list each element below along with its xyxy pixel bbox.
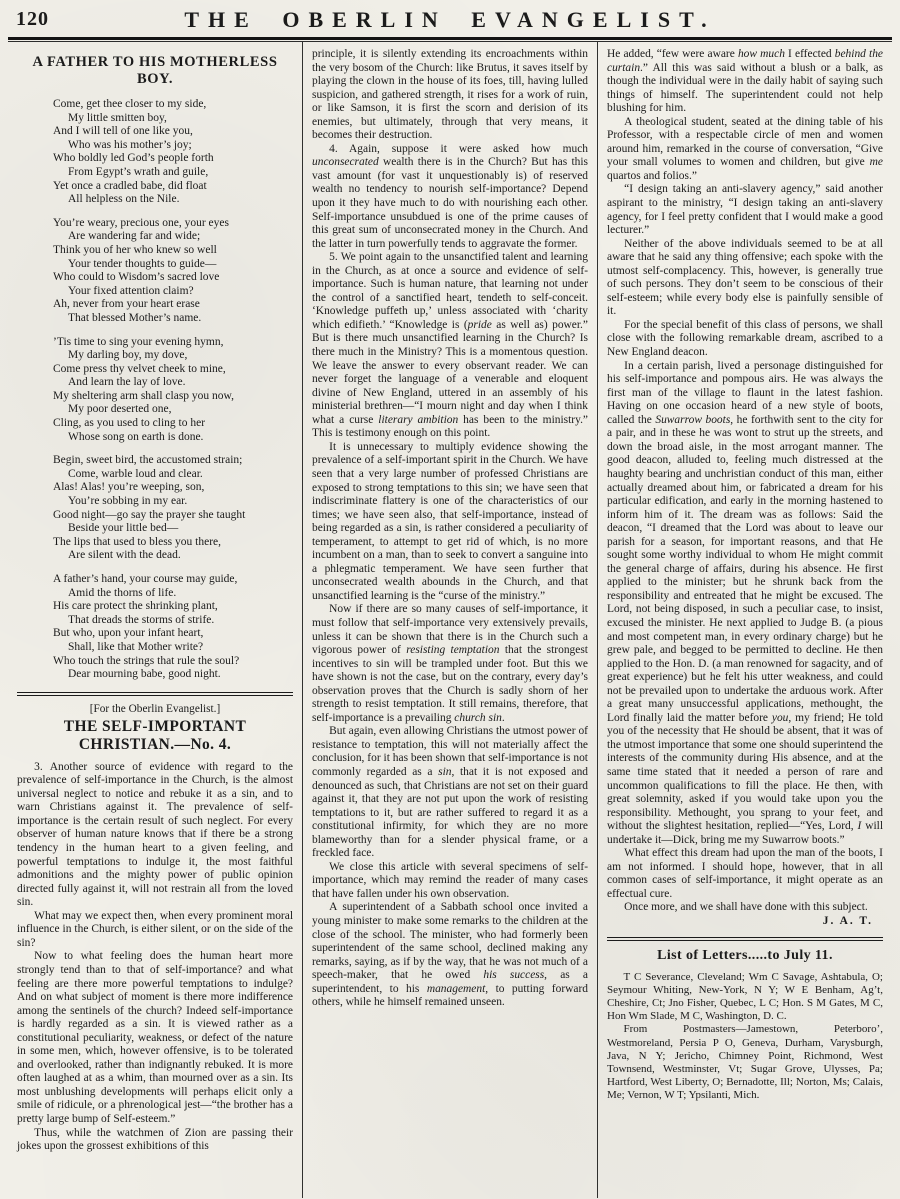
article-title: THE SELF-IMPORTANT CHRISTIAN.—No. 4. [63,717,247,753]
poem-line: Come, get thee closer to my side, [53,98,207,110]
poem-line: Good night—go say the prayer she taught [53,508,246,521]
poem-line: Are wandering far and wide; [68,230,201,243]
poem-line: And learn the lay of love. [68,376,186,389]
paragraph: Neither of the above individuals seemed to be at all aware that he said any thing offensive; each spoke with the utmost self-complacency. This, however, is generally true of such persons. They don’t seem to be conscious of their self-esteem; while every body else is painfully sensible of it. [607,237,883,318]
column-2 [302,42,597,1198]
poem-line: That blessed Mother’s name. [68,311,202,324]
poem-line: A father’s hand, your course may guide, [53,573,238,585]
poem-line: His care protect the shrinking plant, [53,600,218,613]
poem-line: Are silent with the dead. [68,549,181,562]
poem-line: Amid the thorns of life. [68,586,177,599]
poem-line: Yet once a cradled babe, did float [53,179,207,192]
closing-text: Once more, and we shall have done with this subject. [624,901,868,914]
paragraph: What effect this dream had upon the man of the boots, I am not informed. I should hope, however, that in all common cases of self-importance, it might operate as an effectual cure. [607,847,883,900]
paragraph: Now if there are so many causes of self-importance, it must follow that self-importance very extensively prevails, unless it can be shown that there is in the Church such a vigorous power of resisting temptation that the strongest incentives to sin will be trampled under foot. But this we have shown is not the case, but on the contrary, every day’s observation proves that the Church is sadly shorn of her strength to resist temptation. It still remains, therefore, that self-importance is a prevailing church sin. [312,603,588,724]
poem-line: But who, upon your infant heart, [53,627,204,640]
poem-line: Who touch the strings that rule the soul? [53,654,240,667]
closing-paragraph [607,901,883,928]
paragraph: For the special benefit of this class of persons, we shall close with the following remarkable dream, ascribed to a New England deacon. [607,318,883,359]
letters-paragraph: T C Severance, Cleveland; Wm C Savage, Ashtabula, O; Seymour Whiting, New-York, N Y; W E Benham, Ag’t, Cheshire, Ct; Jno Fisher, Quebec, L C; Hon. S M Gates, M C, Hon Wm Slade, M C, Washington, D. C. [607,970,883,1023]
page-number: 120 [16,8,49,30]
paragraph: A superintendent of a Sabbath school once invited a young minister to make some remarks to the children at the close of the school. The minister, who had formerly been superintendent of the same school, declined making any remarks, saying, as if by the way, that he was not much of a speech-maker, that he owed his success, as a superintendent, to his management, to putting forward others, while he himself remained unseen. [312,901,588,1009]
signature: J. A. T. [822,915,873,927]
poem-line: Ah, never from your heart erase [53,298,200,311]
poem-stanza [53,573,293,682]
paragraph: We close this article with several specimens of self-importance, which may remind the reader of many cases that have fallen under his own observation. [312,860,588,900]
paragraph: A theological student, seated at the dining table of his Professor, with a respectable circle of men and women around him, remarked in the course of conversation, “Give your small volumes to women and children, but give me quartos and folios.” [607,115,883,182]
poem-stanza [53,217,293,326]
paragraph: What may we expect then, when every prominent moral influence in the Church, is either silent, or on the side of the sin? [17,909,293,949]
letters-list [607,971,883,1103]
poem-line: My sheltering arm shall clasp you now, [53,389,234,402]
paragraph: 4. Again, suppose it were asked how much unconsecrated wealth there is in the Church? But has this vast amount (for vast it unquestionably is) of reserved wealth no tendency to nourish self-importance? Depend upon it they have much to do with nourishing each other. Self-importance unsubdued is one of the prime causes of this great sum of unconsecrated money in the Church. And the latter in turn powerfully tends to aggravate the former. [312,142,588,250]
poem-line: ’Tis time to sing your evening hymn, [53,335,224,348]
poem-line: And I will tell of one like you, [53,125,193,138]
poem-line: My little smitten boy, [68,111,167,124]
paragraph: “I design taking an anti-slavery agency,” said another aspirant to the ministry, “I design taking an anti-slavery agency, for I feel pretty confident that I would make a good lecturer.” [607,183,883,237]
column-layout [8,42,892,1198]
section-divider [607,937,883,941]
poem-line: The lips that used to bless you there, [53,535,221,548]
poem-line: My poor deserted one, [68,403,172,416]
paragraph: 3. Another source of evidence with regard to the prevalence of self-importance in the Church, is the almost universal neglect to notice and rebuke it as a sin, and to warn Christians against it. The prevalence of self-importance is the certain result of such neglect. For every observer of human nature knows that if there be a strong tendency in the human heart to a given feeling, and powerful temptations to indulge it, the most faithful admonitions and the mighty power of public opinion directed fully against it, will not restrain all from the loved sin. [17,760,293,909]
poem-line: That dreads the storms of strife. [68,613,215,626]
paragraph: Thus, while the watchmen of Zion are passing their jokes upon the grossest exhibitions of this [17,1126,293,1153]
poem-stanza [53,454,293,563]
paragraph: In a certain parish, lived a personage distinguished for his self-importance and pompous airs. He was always the first man of the village to flaunt in the latest fashion. Having on one occasion heard of a new style of boots, called the Suwarrow boots, he forthwith sent to the city for a pair, and in these he was wont to strut up the streets, and down the broad aisle, in the most arrogant manner. The good deacon, alluded to, feeling much distressed at the haughty bearing and unchristian conduct of this man, either actually dreamed about him, or fabricated a dream for his particular edification, and early in the morning hastened to inform him of it. The dream was as follows: Said the deacon, “I dreamed that the Lord was about to leave our parish for a season, for important reasons, and that He sought some worthy individual to whom He might commit the general charge of affairs, during his absence. He first applied to the minister; but he shrunk back from the responsibility and entreated that he might be excused. The Lord, not being disposed, in such a peculiar case, to insist, excused the minister. He next applied to Judge B. (a pious and most competent man, in every ordinary charge) but he grew pale, and begged to be permitted to decline. He then applied to the Hon. D. (a man renowned for sagacity, and of great experience) but he felt his utter weakness, and could not be prevailed upon to undertake the arduous work. After a great many unsuccessful applications, methought, the Lord finally laid the matter before you, my friend; He told you of the necessity that He should be absent, that it was of the utmost importance that some one should superintend the interests of the community during His absence, and at the same time stated that it needed a person of rare and uncommon qualifications to fill the place. He then, with great solemnity, asked if you would take upon you the responsibility. Methought, you sprang to your feet, and without the slightest hesitation, replied—“Yes, Lord, I will undertake it—Dick, bring me my Suwarrow boots.” [607,359,883,846]
article-dateline: [For the Oberlin Evangelist.] [89,702,221,715]
poem-line: From Egypt’s wrath and guile, [68,165,209,178]
poem-line: My darling boy, my dove, [68,349,188,362]
paragraph: It is unnecessary to multiply evidence showing the prevalence of a self-important spirit in the Church. We have seen that a very large number of professed Christians are exposed to strong temptations to this sin; we have seen that indiscriminate flattery is one of the characteristics of our times; we have seen also, that self-importance, instead of being regarded as a sin, is rather considered a peculiarity of temperament, to attempt to get rid of which, is no more incumbent on a man, than to seek to convert a sanguine into a phlegmatic temperament. We have seen further that unconsecrated wealth abounds in the Church, and that unsanctified learning is the “curse of the ministry.” [312,440,588,602]
poem-line: Come press thy velvet cheek to mine, [53,362,226,375]
poem-line: Shall, like that Mother write? [68,640,204,653]
column-1 [8,42,302,1198]
poem-line: Your tender thoughts to guide— [68,257,217,270]
paragraph: He added, “few were aware how much I effected behind the curtain.” All this was said without a blush or a balk, as though the individual were in the daily habit of saying such things of himself. The superintendent could not help blushing for him. [607,48,884,115]
section-divider [17,692,293,696]
poem-line: Begin, sweet bird, the accustomed strain; [53,454,243,467]
paragraph: 5. We point again to the unsanctified talent and learning in the Church, as at once a source and evidence of self-importance. Such is human nature, that learning not under the control of a sanctified heart, tendeth to self-conceit. ‘Knowledge puffeth up,’ unless associated with ‘charity which edifieth.’ “Knowledge is (pride as well as) power.” But is there much unsanctified learning in the Church? Is there much in the Ministry? This is a momentous question. We leave the answer to every observant reader. We can never forget the language of a venerable and eloquent divine of New England, uttered in an assembly of his ministerial brethren—“I mourn night and day when I think what a curse literary ambition has been to the ministry.” This is testimony enough on this point. [312,251,588,440]
article-column-2-text [312,48,588,1010]
poem-line: Alas! Alas! you’re weeping, son, [53,481,205,494]
poem [53,98,293,682]
paragraph: But again, even allowing Christians the utmost power of resistance to temptation, this will not materially affect the conclusion, for it has been shown that self-importance is not commonly regarded as a sin, that it is not exposed and denounced as such, that Christians are not set on their guard against it, that they are not put upon the work of resisting temptations to it, but are rather suffered to regard it as a constitutional infirmity, for which they are no more blameworthy than for a slender physical frame, or a freckled face. [312,725,589,860]
poem-line: Dear mourning babe, good night. [68,668,221,681]
poem-line: Your fixed attention claim? [68,284,194,297]
poem-line: Cling, as you used to cling to her [53,417,206,430]
article-column-3-text [607,48,883,901]
poem-line: Who could to Wisdom’s sacred love [53,271,220,284]
poem-line: You’re sobbing in my ear. [68,495,188,508]
poem-line: Who boldly led God’s people forth [53,152,214,165]
letters-paragraph: From Postmasters—Jamestown, Peterboro’, Westmoreland, Persia P O, Geneva, Durham, Varysburgh, Java, N Y; Jericho, Chimney Point, Richmond, West Townsend, Westminster, Vt; Sugar Grove, Ulysses, Pa; Hartford, West Liberty, O; Bernadotte, Ill; Norton, Ms; Calais, Me; Vernon, W T; Ypsilanti, Mich. [607,1023,883,1102]
poem-line: You’re weary, precious one, your eyes [53,216,229,229]
article-column-1-text [17,761,293,1154]
poem-line: Come, warble loud and clear. [68,467,203,480]
page-header [8,4,892,34]
poem-title: A FATHER TO HIS MOTHERLESS BOY. [32,54,278,87]
poem-stanza [53,336,293,445]
letters-title: List of Letters.....to July 11. [657,947,833,963]
paragraph: Now to what feeling does the human heart more strongly tend than to that of self-importance? and what feeling are there more powerful temptations to indulge? And on what subject of moment is there more indifference among the sentinels of the church? Indeed self-importance is hardly regarded as a sin. It is viewed rather as a constitutional peculiarity, weakness, or defect of the nature in some men, which, however offensive, is to be tolerated and overlooked, rather than indignantly rebuked. It is more often laughed at as a whim, than mourned over as a sin. Its most unblushing developments will perhaps elicit only a smile of ridicule, or a phrenological jest—“the brother has a pretty large bump of Self-esteem.” [17,950,293,1125]
poem-line: Who was his mother’s joy; [68,138,192,151]
masthead-title: THE OBERLIN EVANGELIST. [184,7,716,32]
poem-line: Think you of her who knew so well [53,243,217,256]
column-3 [597,42,892,1198]
paragraph: principle, it is silently extending its encroachments within the very bosom of the Church: like Brutus, it saves itself by playing the clown in the house of its foes, till, having lulled suspicion, and gathered strength, it rises for a work of ruin, or like Samson, it is first the scorn and derision of its enemies, but ultimately, through that very means, it becomes their destruction. [312,48,588,142]
poem-line: Whose song on earth is done. [68,430,204,443]
poem-line: Beside your little bed— [68,522,179,535]
poem-line: All helpless on the Nile. [68,193,180,206]
poem-stanza [53,98,293,207]
